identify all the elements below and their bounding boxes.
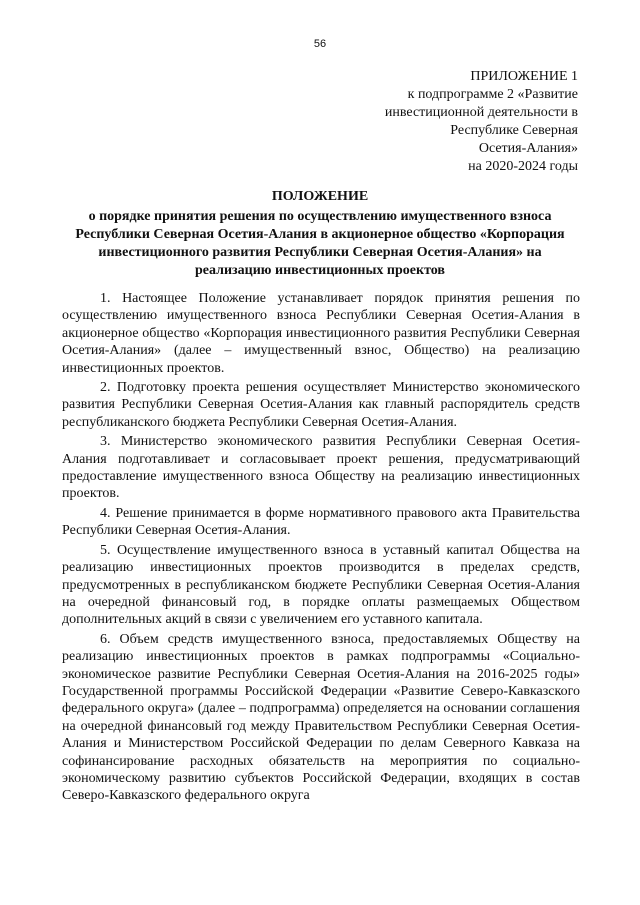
appendix-line: на 2020-2024 годы bbox=[468, 159, 578, 174]
appendix-line: ПРИЛОЖЕНИЕ 1 bbox=[470, 69, 578, 84]
paragraph-2: 2. Подготовку проекта решения осуществляет Министерство экономического развития Республики Северная Осетия-Алания как главный распорядитель средств республиканского бюджета Республики Северная Осетия-Алания. bbox=[62, 380, 580, 430]
paragraph-4: 4. Решение принимается в форме нормативного правового акта Правительства Республики Северная Осетия-Алания. bbox=[62, 505, 580, 539]
document-body bbox=[62, 290, 580, 807]
appendix-line: инвестиционной деятельности в bbox=[384, 105, 578, 120]
paragraph-1: 1. Настоящее Положение устанавливает порядок принятия решения по осуществлению имущественного взноса Республики Северная Осетия-Алания в акционерное общество «Корпорация инвестиционного развития Республики Северная Осетия-Алания» (далее – имущественный взнос, Общество) на реализацию инвестиционных проектов. bbox=[62, 291, 580, 376]
paragraph-3: 3. Министерство экономического развития Республики Северная Осетия-Алания подготавливает и согласовывает проект решения, предусматривающий предоставление имущественного взноса Обществу на реализацию инвестиционных проектов. bbox=[62, 434, 580, 502]
paragraph-6: 6. Объем средств имущественного взноса, предоставляемых Обществу на реализацию инвестиционных проектов в рамках подпрограммы «Социально-экономическое развитие Республики Северная Осетия-Алания на 2016-2025 годы» Государственной программы Российской Федерации «Развитие Северо-Кавказского федерального округа» (далее – подпрограмма) определяется на основании соглашения на очередной финансовый год между Правительством Республики Северная Осетия-Алания и Министерством Российской Федерации по делам Северного Кавказа на софинансирование расходных обязательств на мероприятия по социально-экономическому развитию субъектов Российской Федерации, входящих в состав Северо-Кавказского федерального округа bbox=[62, 631, 580, 804]
page-number: 56 bbox=[313, 38, 327, 50]
paragraph-5: 5. Осуществление имущественного взноса в уставный капитал Общества на реализацию инвестиционных проектов производится в пределах средств, предусмотренных в республиканском бюджете Республики Северная Осетия-Алания на очередной финансовый год, в порядке оплаты размещаемых Обществом дополнительных акций в связи с увеличением его уставного капитала. bbox=[62, 542, 580, 628]
appendix-line: Республике Северная bbox=[450, 123, 578, 138]
document-subtitle: о порядке принятия решения по осуществлению имущественного взноса Республики Северная Осетия-Алания в акционерное общество «Корпорация инвестиционного развития Республики Северная Осетия-Алания» на реализацию инвестиционных проектов bbox=[75, 209, 565, 278]
document-title-block bbox=[60, 188, 580, 280]
appendix-line: к подпрограмме 2 «Развитие bbox=[407, 87, 578, 102]
appendix-header bbox=[318, 68, 578, 176]
appendix-line: Осетия-Алания» bbox=[478, 141, 578, 156]
document-title: ПОЛОЖЕНИЕ bbox=[271, 189, 369, 204]
